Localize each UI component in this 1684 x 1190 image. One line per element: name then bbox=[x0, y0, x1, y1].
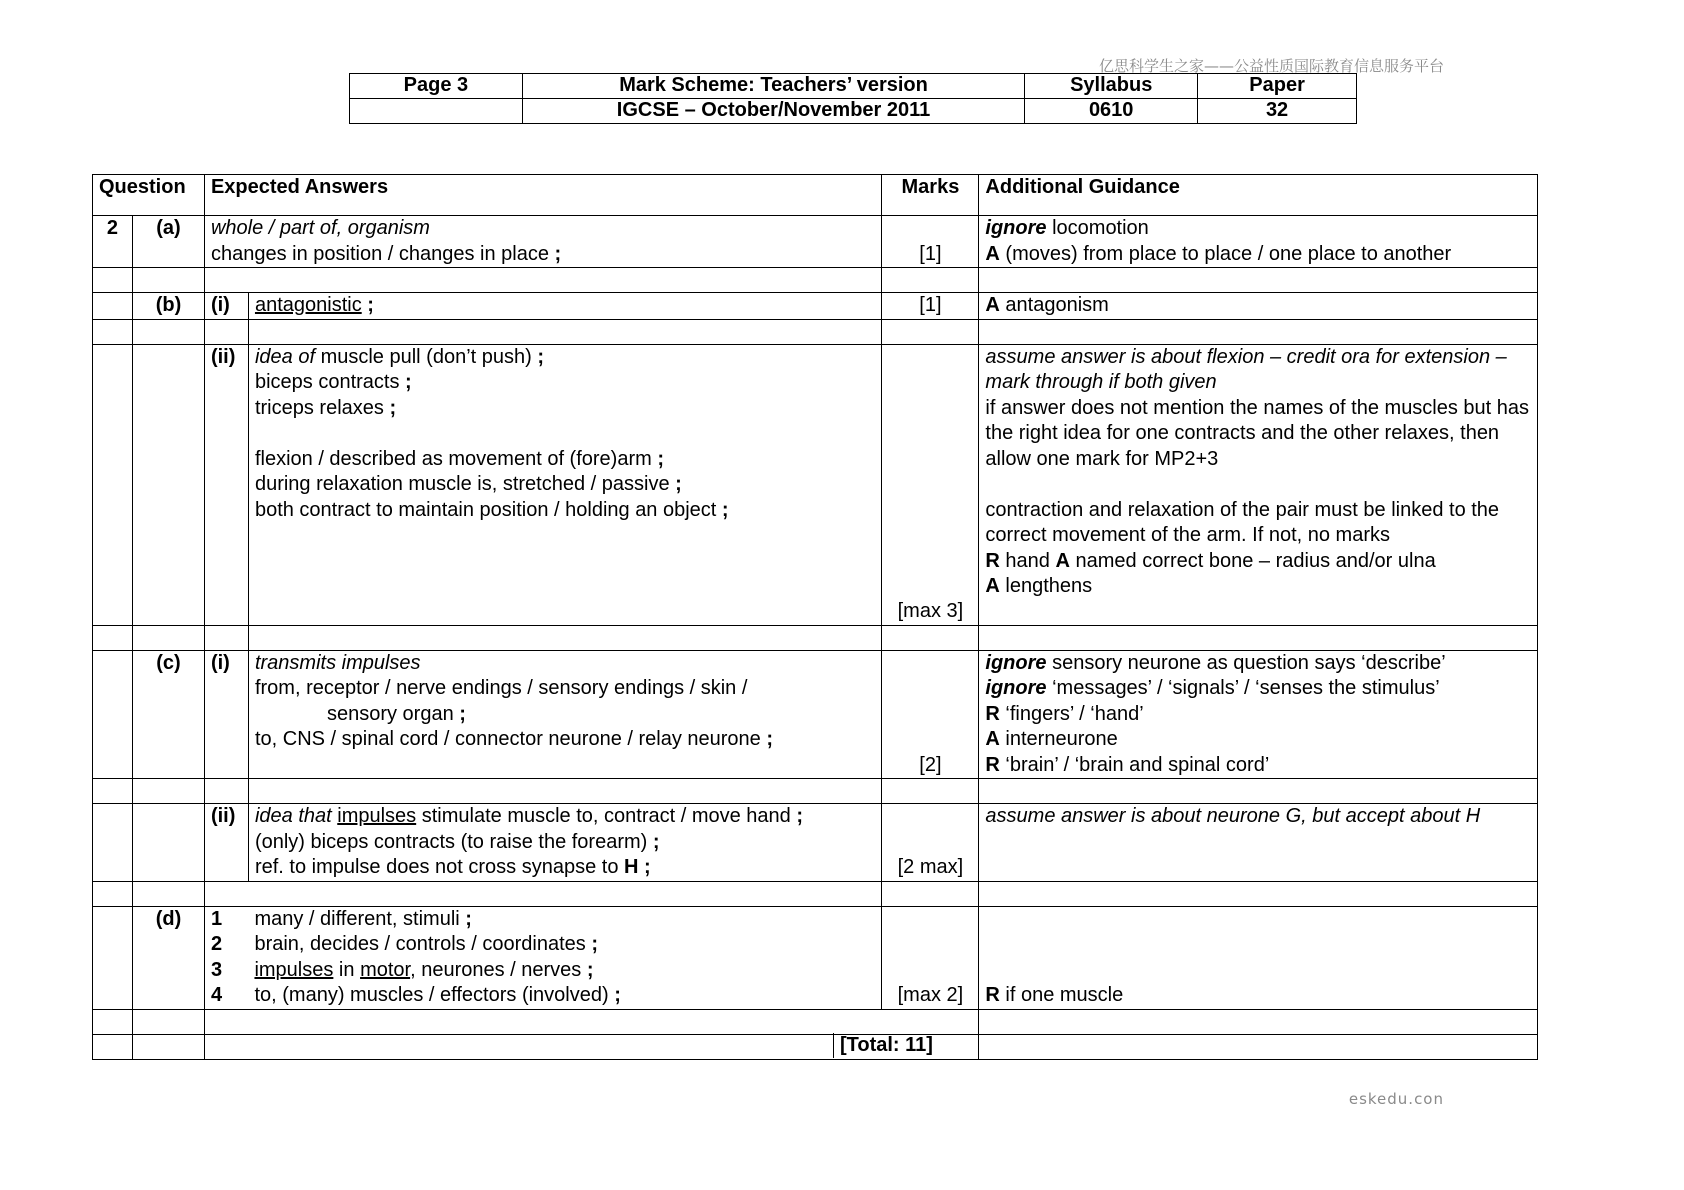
header-page: Page 3 bbox=[350, 74, 523, 99]
watermark-top: 亿思科学生之家——公益性质国际教育信息服务平台 bbox=[1098, 57, 1444, 75]
answer-line: whole / part of, organism bbox=[210, 217, 430, 239]
question-part: (a) bbox=[132, 216, 204, 268]
header-empty bbox=[350, 99, 523, 124]
header-table bbox=[349, 73, 1357, 124]
expected-answer: idea of muscle pull (don’t push) ; biceps contracts ; triceps relaxes ; flexion / described as movement of (fore)arm ; during relaxation muscle is, stretched / passive ; both contract to maintain position / holding an object ; bbox=[248, 344, 881, 625]
spacer-row bbox=[93, 1009, 1538, 1034]
point-numbers: 1 2 3 4 bbox=[204, 906, 248, 1009]
guidance: assume answer is about neurone G, but accept about H bbox=[979, 804, 1538, 882]
header-exam: IGCSE – October/November 2011 bbox=[522, 99, 1024, 124]
question-number: 2 bbox=[93, 216, 133, 268]
col-marks: Marks bbox=[882, 175, 979, 216]
col-expected-answers: Expected Answers bbox=[204, 175, 881, 216]
expected-answer: many / different, stimuli ; brain, decides / controls / coordinates ; impulses in motor, neurones / nerves ; to, (many) muscles / effectors (involved) ; bbox=[248, 906, 881, 1009]
expected-answer: idea that impulses stimulate muscle to, contract / move hand ; (only) biceps contracts (to raise the forearm) ; ref. to impulse does not cross synapse to H ; bbox=[248, 804, 881, 882]
expected-answer bbox=[204, 216, 881, 268]
spacer-row bbox=[93, 319, 1538, 344]
question-subpart: (ii) bbox=[204, 804, 248, 882]
watermark-bottom: eskedu.con bbox=[1348, 1090, 1444, 1108]
header-paper: 32 bbox=[1198, 99, 1357, 124]
spacer-row bbox=[93, 625, 1538, 650]
question-row-2a bbox=[93, 216, 1538, 268]
expected-answer: antagonistic ; bbox=[248, 293, 881, 320]
header-syllabus: 0610 bbox=[1025, 99, 1198, 124]
answer-line: changes in position / changes in place ; bbox=[210, 242, 562, 265]
marks: [1] bbox=[882, 293, 979, 320]
question-row-2bii bbox=[93, 344, 1538, 625]
question-part: (d) bbox=[132, 906, 204, 1009]
mark-scheme-table bbox=[92, 174, 1538, 1060]
spacer-row bbox=[93, 881, 1538, 906]
spacer-row bbox=[93, 268, 1538, 293]
question-subpart: (ii) bbox=[204, 344, 248, 625]
guidance: R if one muscle bbox=[979, 906, 1538, 1009]
question-row-2ci bbox=[93, 650, 1538, 779]
guidance: assume answer is about flexion – credit ora for extension – mark through if both given if answer does not mention the names of the muscles but has the right idea for one contracts and the other relaxes, then allow one mark for MP2+3 contraction and relaxation of the pair must be linked to the correct movement of the arm. If not, no marks R hand A named correct bone – radius and/or ulna A lengthens bbox=[979, 344, 1538, 625]
column-header-row bbox=[93, 175, 1538, 216]
header-syllabus-label: Syllabus bbox=[1025, 74, 1198, 99]
marks: [1] bbox=[882, 216, 979, 268]
question-row-2bi bbox=[93, 293, 1538, 320]
question-part: (b) bbox=[132, 293, 204, 320]
guidance: ignore locomotion A (moves) from place to place / one place to another bbox=[979, 216, 1538, 268]
marks: [2] bbox=[882, 650, 979, 779]
question-row-2d bbox=[93, 906, 1538, 1009]
guidance: ignore sensory neurone as question says ‘describe’ ignore ‘messages’ / ‘signals’ / ‘senses the stimulus’ R ‘fingers’ / ‘hand’ A interneurone R ‘brain’ / ‘brain and spinal cord’ bbox=[979, 650, 1538, 779]
header-paper-label: Paper bbox=[1198, 74, 1357, 99]
col-question: Question bbox=[93, 175, 205, 216]
total-row bbox=[93, 1034, 1538, 1059]
guidance: A antagonism bbox=[979, 293, 1538, 320]
expected-answer: transmits impulses from, receptor / nerve endings / sensory endings / skin / sensory organ ; to, CNS / spinal cord / connector neurone / relay neurone ; bbox=[248, 650, 881, 779]
col-additional-guidance: Additional Guidance bbox=[979, 175, 1538, 216]
spacer-row bbox=[93, 779, 1538, 804]
marks: [max 3] bbox=[882, 344, 979, 625]
question-subpart: (i) bbox=[204, 293, 248, 320]
marks: [2 max] bbox=[882, 804, 979, 882]
question-part: (c) bbox=[132, 650, 204, 779]
marks: [max 2] bbox=[882, 906, 979, 1009]
header-title: Mark Scheme: Teachers’ version bbox=[522, 74, 1024, 99]
total-marks: [Total: 11] bbox=[833, 1033, 933, 1058]
question-subpart: (i) bbox=[204, 650, 248, 779]
question-row-2cii bbox=[93, 804, 1538, 882]
